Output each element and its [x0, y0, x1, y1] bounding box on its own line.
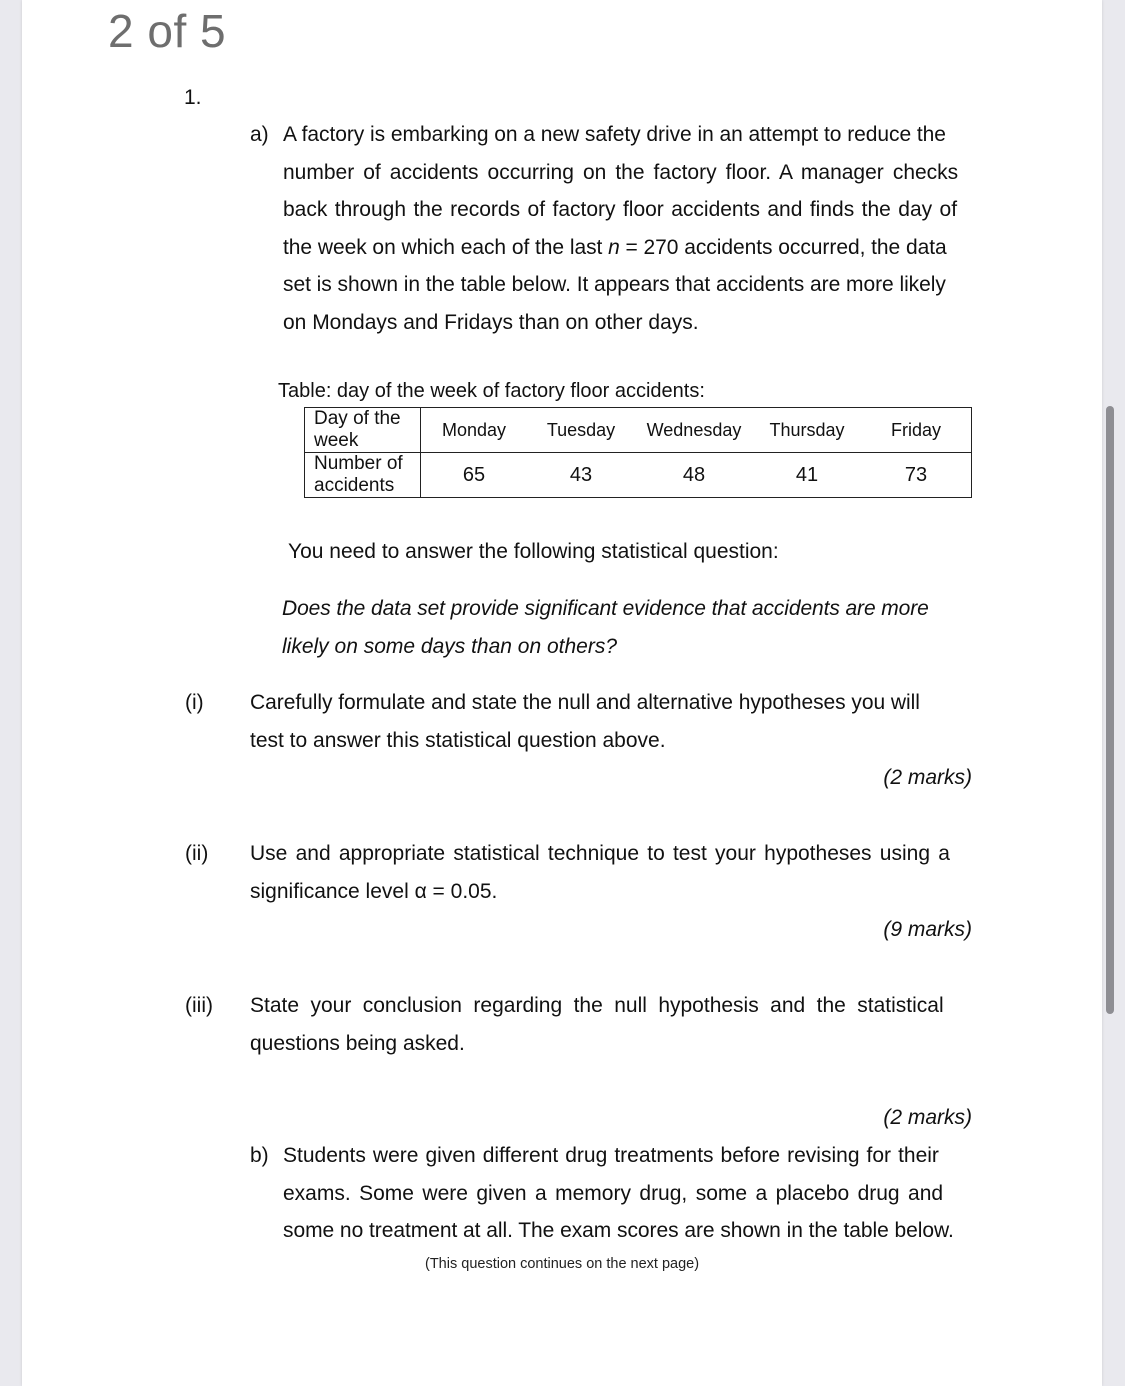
part-a-line: number of accidents occurring on the factory floor. A manager checks [283, 160, 959, 184]
sub-question-iii-label: (iii) [185, 994, 213, 1017]
sub-question-line: Use and appropriate statistical technique to test your hypotheses using a [250, 842, 950, 865]
part-a-line: back through the records of factory floor accidents and finds the day of [283, 198, 958, 222]
part-b-line: some no treatment at all. The exam scores are shown in the table below. [283, 1219, 954, 1243]
statistical-question-line: Does the data set provide significant evidence that accidents are more [282, 597, 929, 620]
marks-i: (2 marks) [883, 766, 972, 789]
table-cell-count: 43 [527, 453, 635, 498]
row-header-day: Day of the week [305, 408, 421, 453]
statistical-question [282, 590, 972, 665]
accidents-table [304, 407, 972, 498]
statistical-question-line: likely on some days than on others? [282, 634, 618, 658]
sub-question-line: significance level α = 0.05. [250, 879, 498, 903]
table-cell-day: Wednesday [635, 408, 753, 453]
table-cell-day: Thursday [753, 408, 861, 453]
continues-note: (This question continues on the next page) [425, 1256, 700, 1272]
part-b-text [283, 1137, 972, 1250]
sub-question-line: State your conclusion regarding the null hypothesis and the statistical [250, 994, 944, 1017]
sub-question-line: questions being asked. [250, 1031, 465, 1055]
table-cell-count: 73 [861, 453, 972, 498]
page-indicator: 2 of 5 [108, 5, 227, 57]
vertical-scrollbar[interactable] [1106, 406, 1114, 1014]
table-caption: Table: day of the week of factory floor accidents: [278, 380, 705, 402]
sub-question-ii-text [250, 835, 972, 910]
table-cell-day: Monday [421, 408, 528, 453]
part-b-label: b) [250, 1144, 269, 1167]
table-cell-day: Friday [861, 408, 972, 453]
marks-ii: (9 marks) [883, 918, 972, 941]
part-a-line: set is shown in the table below. It appears that accidents are more likely [283, 273, 946, 297]
table-cell-count: 65 [421, 453, 528, 498]
row-header-count: Number of accidents [305, 453, 421, 498]
table-cell-count: 48 [635, 453, 753, 498]
part-a-line-with-n: the week on which each of the last n = 270 accidents occurred, the data [283, 235, 947, 259]
sub-question-line: test to answer this statistical question above. [250, 728, 666, 752]
sub-question-ii-label: (ii) [185, 842, 209, 865]
part-b-line: Students were given different drug treatments before revising for their [283, 1144, 939, 1167]
question-number: 1. [184, 86, 202, 109]
sub-question-i-text [250, 684, 972, 759]
part-a-label: a) [250, 123, 269, 146]
sub-question-iii-text [250, 987, 972, 1062]
part-a-text [283, 116, 972, 342]
table-cell-day: Tuesday [527, 408, 635, 453]
table-cell-count: 41 [753, 453, 861, 498]
table-row [305, 453, 972, 498]
sub-question-line: Carefully formulate and state the null and alternative hypotheses you will [250, 691, 920, 714]
sub-question-i-label: (i) [185, 691, 204, 714]
part-a-line: A factory is embarking on a new safety drive in an attempt to reduce the [283, 123, 946, 146]
table-row [305, 408, 972, 453]
marks-iii: (2 marks) [883, 1106, 972, 1129]
prompt-text: You need to answer the following statistical question: [288, 540, 779, 563]
part-b-line: exams. Some were given a memory drug, some a placebo drug and [283, 1181, 944, 1205]
part-a-line: on Mondays and Fridays than on other days. [283, 310, 699, 334]
